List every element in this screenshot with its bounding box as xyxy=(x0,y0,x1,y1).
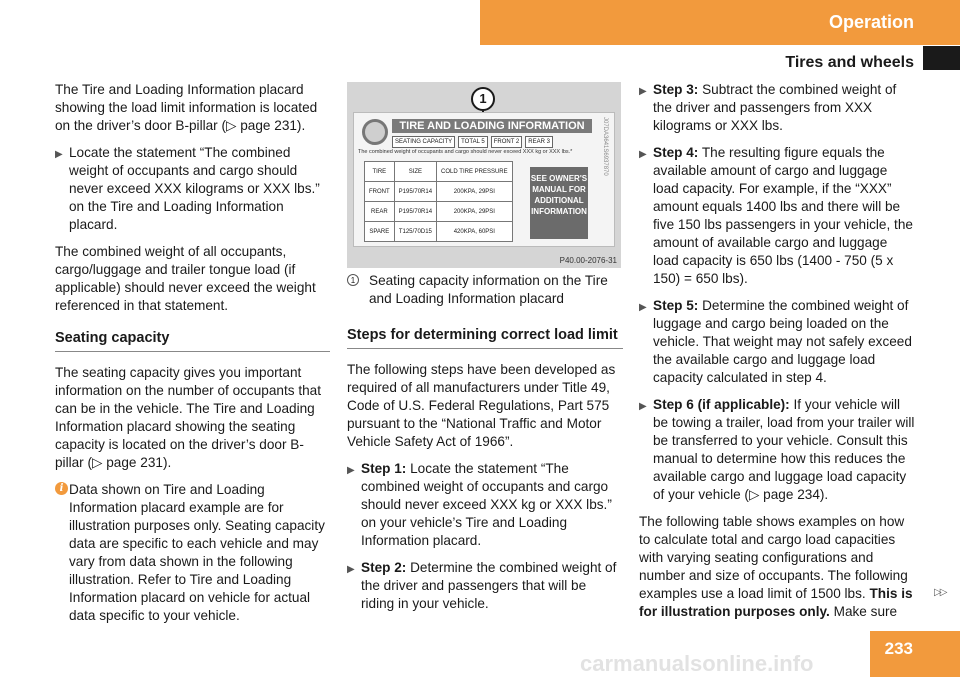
step-text: Subtract the combined weight of the driver and passengers from XXX kilograms or XXX lbs. xyxy=(653,82,897,133)
section-title: Operation xyxy=(828,12,914,32)
table-cell: 420KPA, 60PSI xyxy=(437,222,513,242)
table-cell: P195/70R14 xyxy=(394,202,436,222)
bullet-arrow-icon: ▶ xyxy=(639,86,647,97)
closing-bold: This is for illustration purposes only. xyxy=(639,586,913,619)
column-2 xyxy=(347,272,623,622)
step-text: The resulting figure equals the available amount of cargo and luggage load capacity. For example, if the “XXX” amount equals 1400 lbs and there will be five 150 lbs passengers in your vehicle, the amount of available cargo and luggage load capacity is 650 lbs (1400 - 750 (5 x 150) = 650 lbs). xyxy=(653,145,913,286)
page-subtitle: Tires and wheels xyxy=(785,54,914,71)
seating-total: TOTAL 5 xyxy=(458,136,488,148)
step-label: Step 6 (if applicable): xyxy=(653,397,790,412)
owner-manual-box: SEE OWNER'S MANUAL FOR ADDITIONAL INFORMATION xyxy=(530,167,588,239)
caption-number: 1 xyxy=(347,274,359,286)
bullet-arrow-icon: ▶ xyxy=(55,149,63,160)
table-cell: REAR xyxy=(365,202,395,222)
load-limit-heading: Steps for determining correct load limit xyxy=(347,326,623,349)
step-5 xyxy=(639,297,915,387)
step-text: Locate the statement “The combined weight of occupants and cargo should never exceed XXX kg or XXX lbs.” on your vehicle’s Tire and Loading Information placard. xyxy=(361,461,612,548)
combined-weight-paragraph: The combined weight of all occupants, cargo/luggage and trailer tongue load (if applicable) should never exceed the weight referenced in that statement. xyxy=(55,244,316,313)
step-6 xyxy=(639,396,915,504)
page-number-box xyxy=(870,631,960,677)
table-header-row xyxy=(365,162,513,182)
table-cell: T125/70D15 xyxy=(394,222,436,242)
info-note xyxy=(55,481,330,625)
step-label: Step 5: xyxy=(653,298,699,313)
table-header: COLD TIRE PRESSURE xyxy=(437,162,513,182)
bullet-arrow-icon: ▶ xyxy=(639,401,647,412)
seating-rear: REAR 3 xyxy=(525,136,553,148)
watermark: carmanualsonline.info xyxy=(580,651,814,676)
table-row xyxy=(365,182,513,202)
callout-number: 1 xyxy=(471,87,495,111)
step-1 xyxy=(347,460,623,550)
placard-figure xyxy=(347,82,621,268)
placard-title: TIRE AND LOADING INFORMATION xyxy=(392,119,592,133)
seating-paragraph: The seating capacity gives you important information on the number of occupants that can be in the vehicle. The Tire and Loading Information placard showing the seating capacity is located on the driver’s door B-pillar (▷ page 231). xyxy=(55,365,321,470)
table-cell: 200KPA, 29PSI xyxy=(437,202,513,222)
column-1 xyxy=(55,81,330,625)
bullet-step xyxy=(55,144,330,234)
table-row xyxy=(365,222,513,242)
placard-vin: J07DA3641S6937870 xyxy=(602,117,608,176)
info-note-text: Data shown on Tire and Loading Information placard example are for illustration purposes only. Seating capacity data are specific to each vehicle and may vary from data shown in the following illustration. Refer to Tire and Loading Information placard on vehicle for actual data specific to your vehicle. xyxy=(69,482,325,623)
table-cell: SPARE xyxy=(365,222,395,242)
step-4 xyxy=(639,144,915,288)
bullet-arrow-icon: ▶ xyxy=(639,302,647,313)
closing-end: Make sure xyxy=(833,604,898,619)
header-marker xyxy=(923,46,960,70)
table-header: SIZE xyxy=(394,162,436,182)
table-cell: FRONT xyxy=(365,182,395,202)
caption-text: Seating capacity information on the Tire and Loading Information placard xyxy=(369,273,608,306)
step-2 xyxy=(347,559,623,613)
step-text: If your vehicle will be towing a trailer, load from your trailer will be transferred to your vehicle. Consult this manual to determine how this reduces the available cargo and luggage load capacity of your vehicle (▷ page 234). xyxy=(653,397,915,502)
step-text: Determine the combined weight of luggage and cargo being loaded on the vehicle. That weight may not safely exceed the available cargo and luggage load capacity calculated in step 4. xyxy=(653,298,912,385)
intro-paragraph: The Tire and Loading Information placard showing the load limit information is located on the driver’s door B-pillar (▷ page 231). xyxy=(55,82,318,133)
page-number: 233 xyxy=(884,639,913,658)
table-cell: P195/70R14 xyxy=(394,182,436,202)
bullet-arrow-icon: ▶ xyxy=(347,465,355,476)
placard xyxy=(353,112,615,247)
table-row xyxy=(365,202,513,222)
seating-front: FRONT 2 xyxy=(491,136,523,148)
info-icon: i xyxy=(55,482,68,495)
closing-text: The following table shows examples on how to calculate total and cargo load capacities with varying seating configurations and number and size of occupants. The following examples use a load limit of 1500 lbs. xyxy=(639,514,908,601)
seating-capacity-heading: Seating capacity xyxy=(55,329,330,352)
seating-row xyxy=(392,136,604,146)
step-label: Step 4: xyxy=(653,145,699,160)
step-label: Step 1: xyxy=(361,461,407,476)
bullet-arrow-icon: ▶ xyxy=(639,149,647,160)
placard-warning: The combined weight of occupants and cargo should never exceed XXX kg or XXX lbs.* xyxy=(358,149,573,155)
tire-icon xyxy=(362,119,388,145)
bullet-arrow-icon: ▶ xyxy=(347,564,355,575)
step-3 xyxy=(639,81,915,135)
step-label: Step 2: xyxy=(361,560,407,575)
tire-pressure-table xyxy=(364,161,513,242)
header-section-tab xyxy=(480,0,960,45)
figure-caption xyxy=(347,272,623,308)
column-3 xyxy=(639,81,915,630)
seating-label: SEATING CAPACITY xyxy=(392,136,455,148)
table-header: TIRE xyxy=(365,162,395,182)
bullet-text: Locate the statement “The combined weight of occupants and cargo should never exceed XXX kilograms or XXX lbs.” on the Tire and Loading Information placard. xyxy=(69,145,320,232)
table-cell: 200KPA, 29PSI xyxy=(437,182,513,202)
closing-paragraph xyxy=(639,513,915,621)
step-label: Step 3: xyxy=(653,82,699,97)
steps-intro: The following steps have been developed as required of all manufacturers under Title 49, Code of U.S. Federal Regulations, Part 575 pursuant to the “National Traffic and Motor Vehicle Safety Act of 1966”. xyxy=(347,362,616,449)
step-text: Determine the combined weight of the driver and passengers that will be riding in your vehicle. xyxy=(361,560,617,611)
figure-code: P40.00-2076-31 xyxy=(559,256,617,265)
continue-arrows-icon: ▷▷ xyxy=(934,587,946,598)
